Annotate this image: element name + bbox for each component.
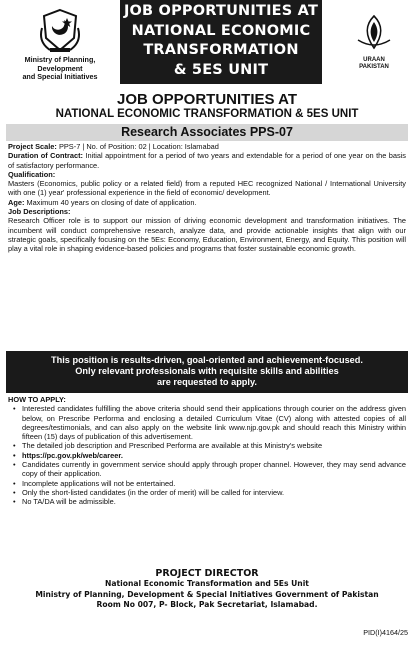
job-descriptions-heading: Job Descriptions: (8, 207, 71, 217)
title-line-1: JOB OPPORTUNITIES AT (116, 91, 297, 108)
age: Age: Maximum 40 years on closing of date of application. (8, 197, 197, 207)
list-item: • Candidates currently in government service should apply through proper channel. However, they may send advance copy of their application. (22, 460, 406, 479)
uraan-logo-icon (354, 14, 394, 52)
project-scale: Project Scale: PPS-7 | No. of Position: 02 | Location: Islamabad (8, 142, 219, 151)
job-details (8, 142, 406, 254)
ministry-name: Ministry of Planning, Development and Special Initiatives (22, 55, 98, 82)
job-descriptions-text: Research Officer role is to support our mission of driving economic development and transformation initiatives. The incumbent will conduct comprehensive research, analyze data, and provide actionable insights that align with our strategic goals, specifically focusing on the 5Es: Economy, Education, Environment, Energy, and Equity. This position will play a vital role in shaping evidence-based policies and programs that foster sustainable economic growth. (8, 216, 406, 254)
qualification-heading: Qualification: (8, 169, 56, 179)
footer (0, 568, 414, 611)
unit-name: National Economic Transformation and 5Es Unit (105, 579, 309, 588)
header-banner: JOB OPPORTUNITIES AT NATIONAL ECONOMIC TRANSFORMATION & 5ES UNIT (120, 0, 322, 84)
ministry-full: Ministry of Planning, Development & Special Initiatives Government of Pakistan (35, 589, 379, 599)
list-item: • Interested candidates fulfilling the above criteria should send their applications through courier on the address given below, on Prescribe Performa and enclosing a detailed Curriculum Vitae (CV) along with attested copies of all degrees/testimonials, and can also apply on the website link www.njp.gov.pk and should reach this Ministry within fifteen (15) days of publication of this advertisement. (22, 404, 406, 441)
results-callout: This position is results-driven, goal-oriented and achievement-focused. Only relevant professionals with requisite skills and abilities are requested to apply. (6, 351, 408, 393)
qualification-text: Masters (Economics, public policy or a related field) from a reputed HEC recognized National / International University with one (1) year' professional experience in the field of economic/ development. (8, 179, 406, 198)
project-director: PROJECT DIRECTOR (155, 568, 259, 579)
post-title: Research Associates PPS-07 (6, 124, 408, 141)
how-to-apply-heading: HOW TO APPLY: (8, 395, 66, 404)
uraan-pakistan-logo: URAAN PAKISTAN (348, 14, 400, 74)
duration: Duration of Contract: Initial appointment for a period of two years and extendable for a period of one year on the basis of satisfactory performance. (8, 151, 406, 170)
title-line-2: NATIONAL ECONOMIC TRANSFORMATION & 5ES UNIT (55, 108, 359, 120)
career-link[interactable]: • https://pc.gov.pk/web/career. (22, 451, 406, 460)
government-emblem-icon (38, 8, 82, 54)
list-item: • No TA/DA will be admissible. (22, 497, 406, 506)
how-to-apply-list (8, 404, 406, 506)
main-title (0, 92, 414, 121)
how-to-apply (8, 395, 406, 507)
header (0, 0, 414, 88)
address: Room No 007, P- Block, Pak Secretariat, Islamabad. (96, 600, 318, 609)
pid-number: PID(I)4164/25 (363, 628, 408, 637)
list-item: • Only the short-listed candidates (in the order of merit) will be called for interview. (22, 488, 406, 497)
list-item: • Incomplete applications will not be entertained. (22, 479, 406, 488)
list-item: • The detailed job description and Prescribed Performa are available at this Ministry's website (22, 441, 406, 450)
